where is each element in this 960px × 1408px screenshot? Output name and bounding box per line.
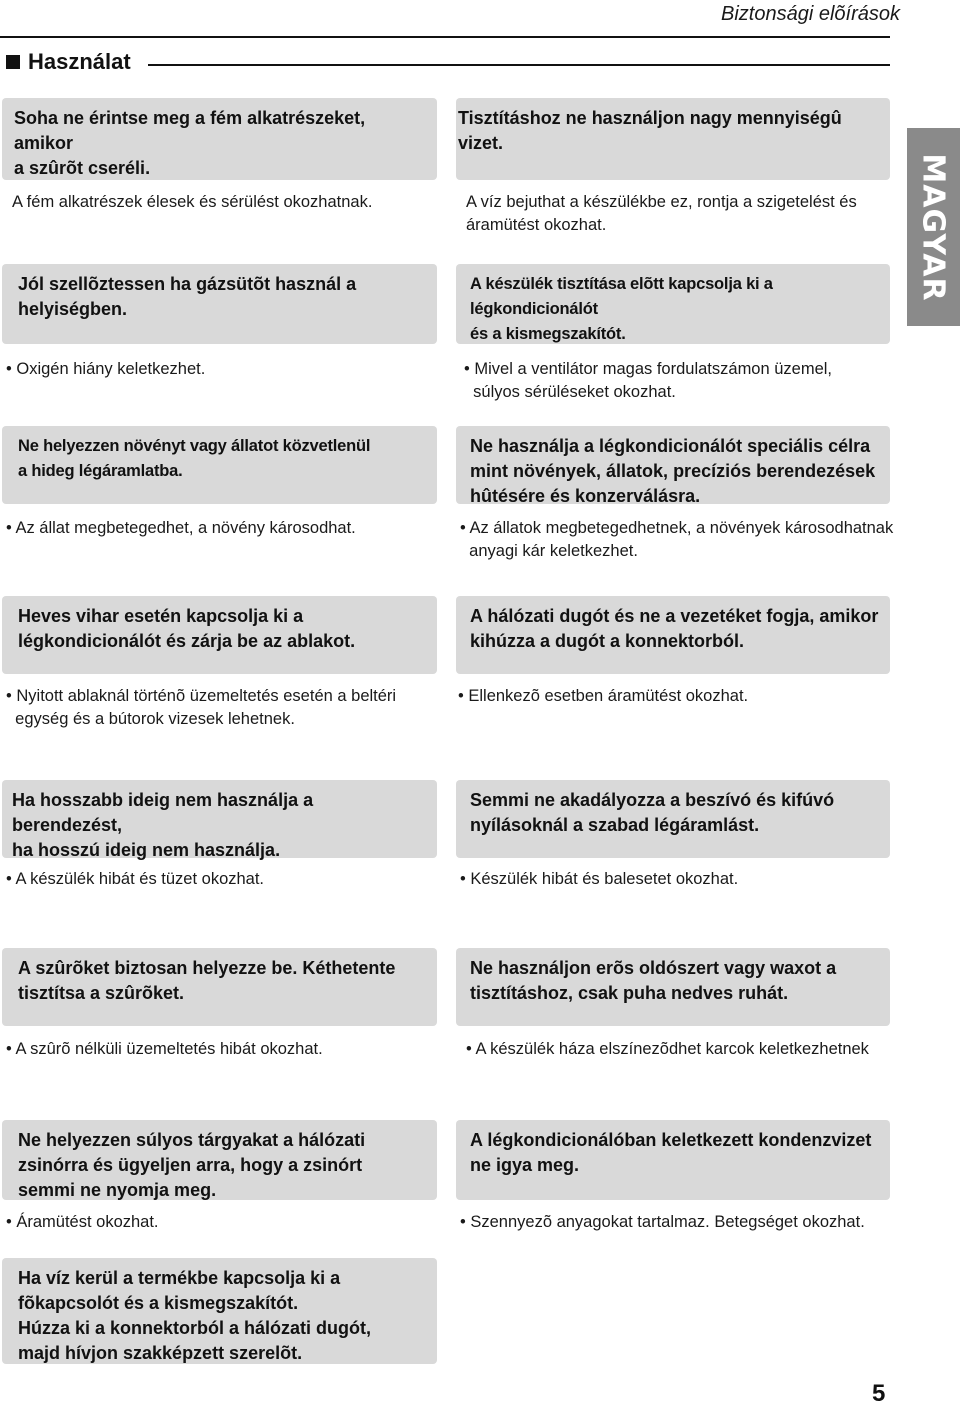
section-title: Használat [28,49,131,74]
warning-text: Semmi ne akadályozza a beszívó és kifúvó nyílásoknál a szabad légáramlást. [470,790,835,835]
note-text: • A készülék hibát és tüzet okozhat. [6,870,265,888]
warning-text: Soha ne érintse meg a fém alkatrészeket, amikor a szûrõt cseréli. [14,108,366,178]
language-side-tab [907,128,960,326]
warning-text: Ha víz kerül a termékbe kapcsolja ki a fõkapcsolót és a kismegszakítót. Húzza ki a konnektorból a hálózati dugót, majd hívjon szakképzett szerelõt. [18,1268,372,1363]
warning-box [456,1120,890,1200]
note-text: • Az állat megbetegedhet, a növény károsodhat. [6,519,356,537]
warning-text: A hálózati dugót és ne a vezetéket fogja, amikor kihúzza a dugót a konnektorból. [470,606,879,651]
warning-text: Ne használjon erõs oldószert vagy waxot a tisztításhoz, csak puha nedves ruhát. [470,958,837,1003]
page-number: 5 [872,1380,886,1407]
warning-box [456,264,890,344]
note-text: • Szennyezõ anyagokat tartalmaz. Betegséget okozhat. [460,1213,865,1231]
note-text: A víz bejuthat a készülékbe ez, rontja a szigetelést és áramütést okozhat. [466,193,857,234]
warning-text: A készülék tisztítása elõtt kapcsolja ki a légkondicionálót és a kismegszakítót. [470,275,773,343]
warning-text: A szûrõket biztosan helyezze be. Kéthetente tisztítsa a szûrõket. [18,958,396,1003]
warning-box [2,948,437,1026]
section-rule [148,64,890,66]
note-text: • Oxigén hiány keletkezhet. [6,360,206,378]
note-text: • Áramütést okozhat. [6,1213,159,1231]
warning-box [456,780,890,858]
warning-box [456,98,890,180]
warning-text: Ne helyezzen súlyos tárgyakat a hálózati zsinórra és ügyeljen arra, hogy a zsinórt semmi ne nyomja meg. [18,1130,366,1200]
warning-text: Tisztításhoz ne használjon nagy mennyiségû vizet. [458,108,842,153]
warning-box [456,596,890,674]
warning-box [456,948,890,1026]
language-label: MAGYAR [916,152,951,302]
note-text: • Mivel a ventilátor magas fordulatszámon üzemel, súlyos sérüléseket okozhat. [464,360,833,401]
header-title: Biztonsági elõírások [721,3,900,25]
note-text: • Nyitott ablaknál történõ üzemeltetés esetén a beltéri egység és a bútorok vizesek lehetnek. [6,687,397,728]
warning-text: Ha hosszabb ideig nem használja a berendezést, ha hosszú ideig nem használja. [12,790,314,860]
warning-box [2,98,437,180]
warning-box [456,426,890,504]
warning-box [2,780,437,858]
note-text: • A szûrõ nélküli üzemeltetés hibát okozhat. [6,1040,323,1058]
note-text: • Az állatok megbetegedhetnek, a növények károsodhatnak anyagi kár keletkezhet. [460,519,894,560]
note-text: • Készülék hibát és balesetet okozhat. [460,870,739,888]
warning-box [2,264,437,344]
warning-text: Ne helyezzen növényt vagy állatot közvetlenül a hideg légáramlatba. [18,437,371,480]
warning-text: Heves vihar esetén kapcsolja ki a légkondicionálót és zárja be az ablakot. [18,606,356,651]
warning-box [2,426,437,504]
warning-box [2,1120,437,1200]
warning-box [2,596,437,674]
warning-text: Jól szellõztessen ha gázsütõt használ a helyiségben. [18,274,357,319]
warning-text: A légkondicionálóban keletkezett kondenzvizet ne igya meg. [470,1130,872,1175]
section-marker-icon [6,55,20,69]
warning-text: Ne használja a légkondicionálót speciális célra mint növények, állatok, precíziós berendezések hûtésére és konzerválásra. [470,436,876,506]
warning-box [2,1258,437,1364]
note-text: • A készülék háza elszínezõdhet karcok keletkezhetnek [466,1040,869,1058]
note-text: • Ellenkezõ esetben áramütést okozhat. [458,687,749,705]
header-rule [0,36,890,38]
note-text: A fém alkatrészek élesek és sérülést okozhatnak. [12,193,373,211]
